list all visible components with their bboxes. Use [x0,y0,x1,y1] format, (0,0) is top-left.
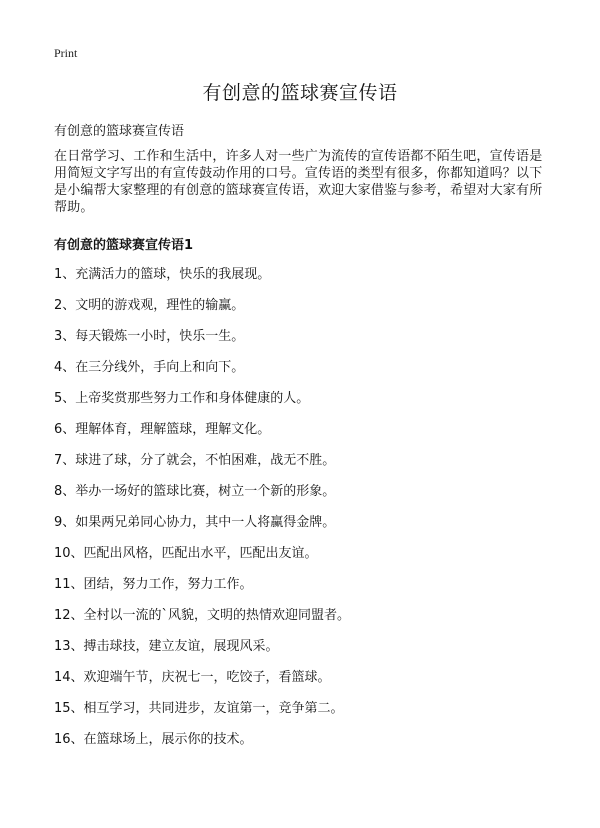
slogan-item: 16、在篮球场上，展示你的技术。 [54,732,253,747]
slogan-item: 12、全村以一流的`风貌，文明的热情欢迎同盟者。 [54,608,351,623]
slogan-item: 7、球进了球，分了就会，不怕困难，战无不胜。 [54,453,336,468]
print-link[interactable]: Print [54,46,78,60]
slogan-list [54,266,350,762]
subtitle: 有创意的篮球赛宣传语 [54,124,185,139]
slogan-item: 9、如果两兄弟同心协力，其中一人将赢得金牌。 [54,515,336,530]
slogan-item: 13、搏击球技，建立友谊，展现风采。 [54,639,279,654]
slogan-item: 3、每天锻炼一小时，快乐一生。 [54,329,245,344]
section-heading: 有创意的篮球赛宣传语1 [54,238,194,253]
slogan-item: 6、理解体育，理解篮球，理解文化。 [54,422,271,437]
slogan-item: 8、举办一场好的篮球比赛，树立一个新的形象。 [54,484,336,499]
slogan-item: 10、匹配出风格，匹配出水平，匹配出友谊。 [54,546,318,561]
intro-paragraph: 在日常学习、工作和生活中，许多人对一些广为流传的宣传语都不陌生吧，宣传语是用简短文字写出的有宣传鼓动作用的口号。宣传语的类型有很多，你都知道吗？以下是小编帮大家整理的有创意的篮球赛宣传语，欢迎大家借鉴与参考，希望对大家有所帮助。 [54,149,543,215]
page-title: 有创意的篮球赛宣传语 [202,82,398,104]
slogan-item: 2、文明的游戏观，理性的输赢。 [54,298,245,313]
slogan-item: 15、相互学习，共同进步，友谊第一，竞争第二。 [54,701,344,716]
slogan-item: 14、欢迎端午节，庆祝七一，吃饺子，看篮球。 [54,670,331,685]
slogan-item: 4、在三分线外，手向上和向下。 [54,360,245,375]
slogan-item: 11、团结，努力工作，努力工作。 [54,577,253,592]
slogan-item: 5、上帝奖赏那些努力工作和身体健康的人。 [54,391,310,406]
slogan-item: 1、充满活力的篮球，快乐的我展现。 [54,267,271,282]
